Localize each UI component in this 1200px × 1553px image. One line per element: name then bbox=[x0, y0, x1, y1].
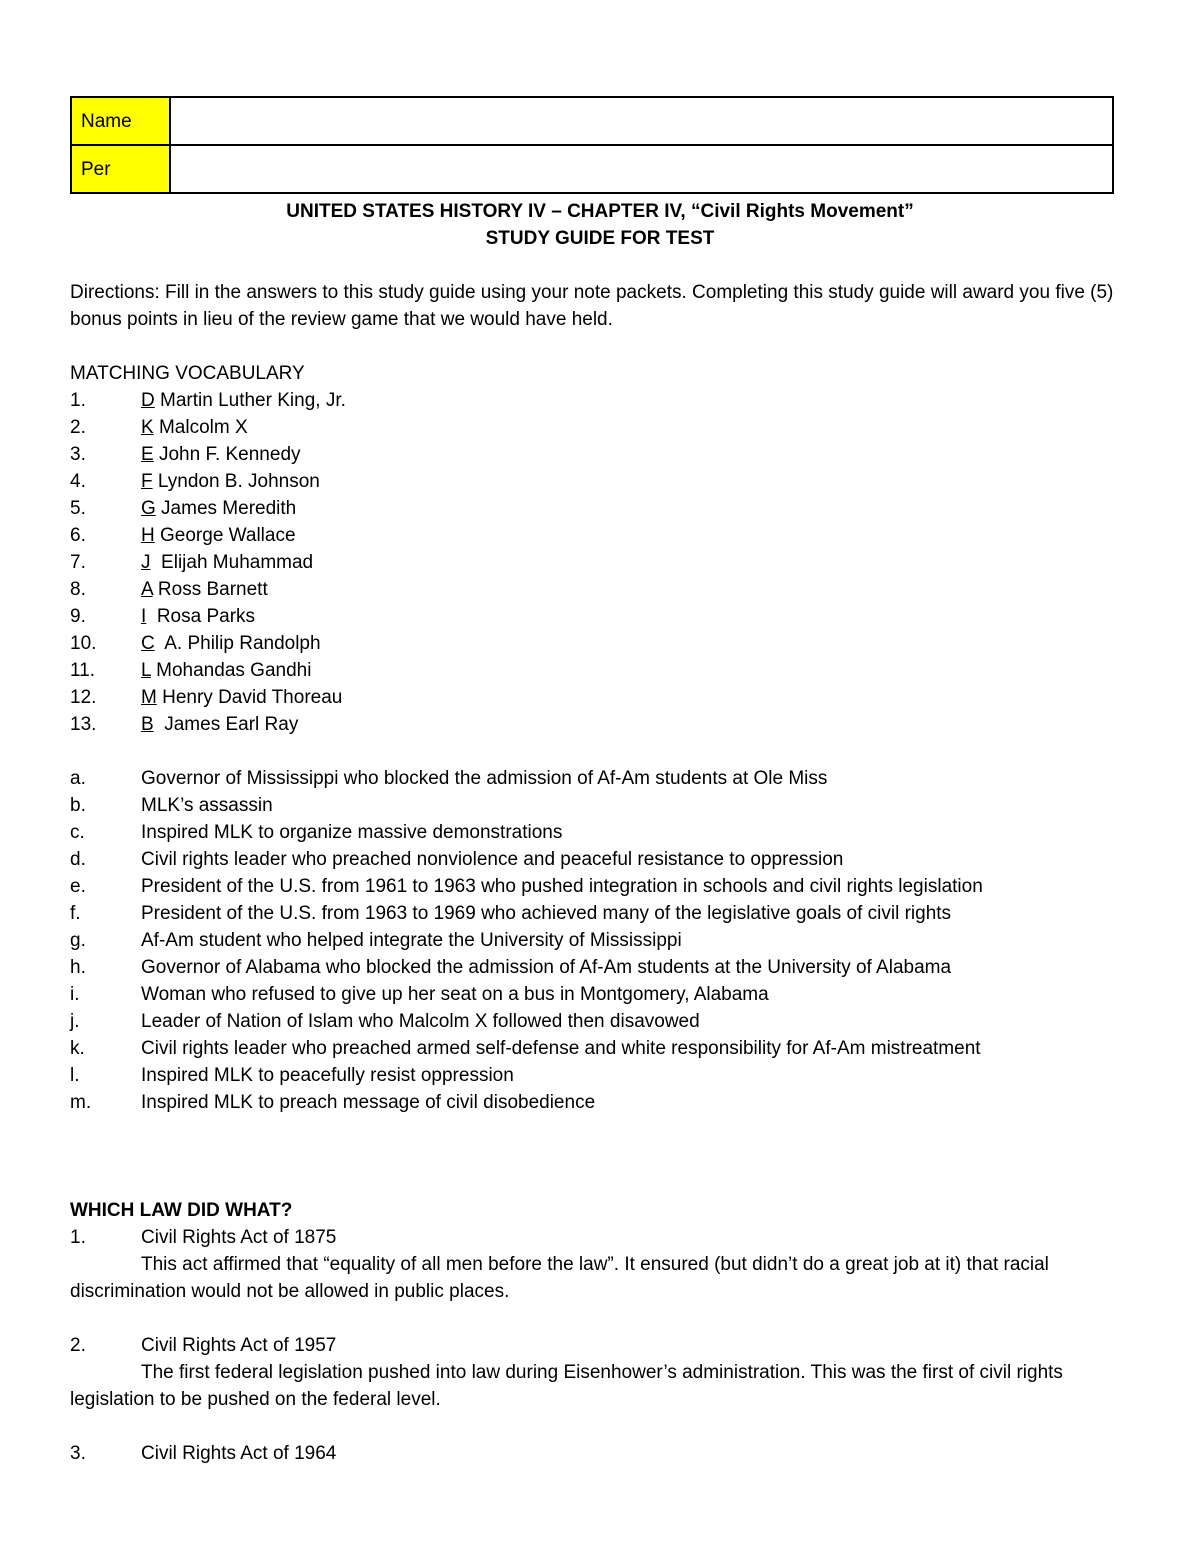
definition-letter: a. bbox=[70, 768, 86, 789]
definition-item bbox=[70, 792, 1140, 819]
definition-text: Governor of Alabama who blocked the admission of Af-Am students at the University of Alabama bbox=[141, 957, 952, 978]
item-name: George Wallace bbox=[154, 525, 296, 546]
item-number: 4. bbox=[70, 471, 86, 492]
law-name: Civil Rights Act of 1875 bbox=[141, 1227, 337, 1248]
item-answer: C bbox=[141, 633, 155, 654]
item-number: 11. bbox=[70, 660, 96, 681]
matching-item bbox=[70, 549, 1140, 576]
definition-letter: g. bbox=[70, 930, 86, 951]
period-field[interactable] bbox=[170, 145, 1113, 193]
item-number: 13. bbox=[70, 714, 97, 735]
item-content bbox=[141, 495, 296, 522]
matching-item bbox=[70, 630, 1140, 657]
law-description: This act affirmed that “equality of all men before the law”. It ensured (but didn’t do a great job at it) that racial discrimination would not be allowed in public places. bbox=[70, 1254, 1049, 1302]
definition-letter: f. bbox=[70, 903, 81, 924]
item-name: John F. Kennedy bbox=[153, 444, 301, 465]
item-number: 3. bbox=[70, 444, 86, 465]
name-row bbox=[71, 97, 1113, 145]
item-name: Martin Luther King, Jr. bbox=[154, 390, 346, 411]
item-name: James Earl Ray bbox=[153, 714, 299, 735]
item-answer: L bbox=[141, 660, 151, 681]
item-name: Lyndon B. Johnson bbox=[152, 471, 320, 492]
law-item bbox=[70, 1440, 1140, 1467]
definition-letter: l. bbox=[70, 1065, 80, 1086]
definition-letter: j. bbox=[70, 1011, 80, 1032]
definition-text: Inspired MLK to preach message of civil disobedience bbox=[141, 1092, 596, 1113]
law-list bbox=[70, 1224, 1140, 1467]
definition-text: President of the U.S. from 1963 to 1969 who achieved many of the legislative goals of civil rights bbox=[141, 903, 952, 924]
item-number: 2. bbox=[70, 417, 86, 438]
law-title-row bbox=[70, 1224, 1140, 1251]
matching-item bbox=[70, 495, 1140, 522]
study-guide-body bbox=[70, 198, 1140, 1467]
law-title-row bbox=[70, 1440, 1140, 1467]
item-content bbox=[141, 630, 321, 657]
matching-item bbox=[70, 657, 1140, 684]
item-content bbox=[141, 387, 346, 414]
item-answer: H bbox=[141, 525, 155, 546]
item-name: James Meredith bbox=[155, 498, 297, 519]
item-name: Mohandas Gandhi bbox=[150, 660, 312, 681]
item-content bbox=[141, 522, 296, 549]
definition-text: Af-Am student who helped integrate the University of Mississippi bbox=[141, 930, 682, 951]
student-info-table bbox=[70, 96, 1114, 194]
law-title-row bbox=[70, 1332, 1140, 1359]
name-field[interactable] bbox=[170, 97, 1113, 145]
matching-item bbox=[70, 684, 1140, 711]
definition-item bbox=[70, 927, 1140, 954]
law-description: The first federal legislation pushed into law during Eisenhower’s administration. This was the first of civil rights legislation to be pushed on the federal level. bbox=[70, 1362, 1063, 1410]
definition-letter: k. bbox=[70, 1038, 85, 1059]
definition-text: Inspired MLK to organize massive demonstrations bbox=[141, 822, 563, 843]
document-subtitle: STUDY GUIDE FOR TEST bbox=[485, 228, 715, 249]
item-answer: D bbox=[141, 390, 155, 411]
period-row bbox=[71, 145, 1113, 193]
definition-letter: m. bbox=[70, 1092, 92, 1113]
item-content bbox=[141, 441, 301, 468]
law-item bbox=[70, 1224, 1140, 1332]
definition-letter: c. bbox=[70, 822, 85, 843]
item-content bbox=[141, 603, 255, 630]
definition-item bbox=[70, 819, 1140, 846]
matching-item bbox=[70, 576, 1140, 603]
matching-item bbox=[70, 468, 1140, 495]
definition-item bbox=[70, 1008, 1140, 1035]
definition-text: Woman who refused to give up her seat on a bus in Montgomery, Alabama bbox=[141, 984, 769, 1005]
definition-item bbox=[70, 954, 1140, 981]
definition-item bbox=[70, 873, 1140, 900]
item-name: Ross Barnett bbox=[152, 579, 268, 600]
definition-letter: i. bbox=[70, 984, 80, 1005]
name-label: Name bbox=[71, 97, 170, 145]
definition-letter: h. bbox=[70, 957, 86, 978]
matching-item bbox=[70, 603, 1140, 630]
law-heading: WHICH LAW DID WHAT? bbox=[70, 1200, 293, 1221]
directions-text: Directions: Fill in the answers to this study guide using your note packets. Completing this study guide will award you five (5) bonus points in lieu of the review game that we would have held. bbox=[70, 282, 1114, 330]
matching-item bbox=[70, 711, 1140, 738]
item-answer: A bbox=[141, 579, 153, 600]
matching-item bbox=[70, 522, 1140, 549]
definition-letter: d. bbox=[70, 849, 86, 870]
definition-item bbox=[70, 1062, 1140, 1089]
definition-text: Civil rights leader who preached nonviolence and peaceful resistance to oppression bbox=[141, 849, 844, 870]
item-content bbox=[141, 468, 320, 495]
item-answer: F bbox=[141, 471, 153, 492]
definition-text: President of the U.S. from 1961 to 1963 who pushed integration in schools and civil rights legislation bbox=[141, 876, 983, 897]
item-name: Rosa Parks bbox=[146, 606, 256, 627]
item-content bbox=[141, 414, 248, 441]
item-number: 9. bbox=[70, 606, 86, 627]
item-content bbox=[141, 549, 313, 576]
definition-item bbox=[70, 1089, 1140, 1116]
law-number: 1. bbox=[70, 1227, 86, 1248]
item-answer: E bbox=[141, 444, 154, 465]
definition-text: Civil rights leader who preached armed self-defense and white responsibility for Af-Am mistreatment bbox=[141, 1038, 981, 1059]
item-answer: G bbox=[141, 498, 156, 519]
definition-item bbox=[70, 846, 1140, 873]
item-name: Malcolm X bbox=[153, 417, 248, 438]
period-label: Per bbox=[71, 145, 170, 193]
definition-letter: b. bbox=[70, 795, 86, 816]
definition-text: MLK’s assassin bbox=[141, 795, 273, 816]
item-name: Henry David Thoreau bbox=[156, 687, 343, 708]
item-number: 7. bbox=[70, 552, 86, 573]
item-content bbox=[141, 657, 311, 684]
matching-item bbox=[70, 414, 1140, 441]
item-number: 5. bbox=[70, 498, 86, 519]
item-answer: B bbox=[141, 714, 154, 735]
document-title: UNITED STATES HISTORY IV – CHAPTER IV, “Civil Rights Movement” bbox=[286, 201, 914, 222]
matching-item bbox=[70, 441, 1140, 468]
item-name: A. Philip Randolph bbox=[154, 633, 321, 654]
matching-item bbox=[70, 387, 1140, 414]
item-content bbox=[141, 684, 342, 711]
item-number: 6. bbox=[70, 525, 86, 546]
item-number: 8. bbox=[70, 579, 86, 600]
item-content bbox=[141, 711, 298, 738]
item-answer: M bbox=[141, 687, 157, 708]
definition-item bbox=[70, 900, 1140, 927]
item-number: 12. bbox=[70, 687, 97, 708]
definition-item bbox=[70, 1035, 1140, 1062]
definition-item bbox=[70, 981, 1140, 1008]
item-answer: J bbox=[141, 552, 151, 573]
item-answer: K bbox=[141, 417, 154, 438]
matching-heading: MATCHING VOCABULARY bbox=[70, 363, 305, 384]
definition-list bbox=[70, 765, 1140, 1116]
definition-letter: e. bbox=[70, 876, 86, 897]
law-name: Civil Rights Act of 1957 bbox=[141, 1335, 337, 1356]
law-number: 3. bbox=[70, 1443, 86, 1464]
law-name: Civil Rights Act of 1964 bbox=[141, 1443, 337, 1464]
law-item bbox=[70, 1332, 1140, 1440]
item-name: Elijah Muhammad bbox=[150, 552, 314, 573]
item-number: 1. bbox=[70, 390, 86, 411]
item-number: 10. bbox=[70, 633, 97, 654]
definition-text: Leader of Nation of Islam who Malcolm X followed then disavowed bbox=[141, 1011, 700, 1032]
item-answer: I bbox=[141, 606, 147, 627]
definition-text: Governor of Mississippi who blocked the admission of Af-Am students at Ole Miss bbox=[141, 768, 828, 789]
item-content bbox=[141, 576, 268, 603]
law-number: 2. bbox=[70, 1335, 86, 1356]
definition-item bbox=[70, 765, 1140, 792]
matching-list bbox=[70, 387, 1140, 738]
definition-text: Inspired MLK to peacefully resist oppression bbox=[141, 1065, 514, 1086]
